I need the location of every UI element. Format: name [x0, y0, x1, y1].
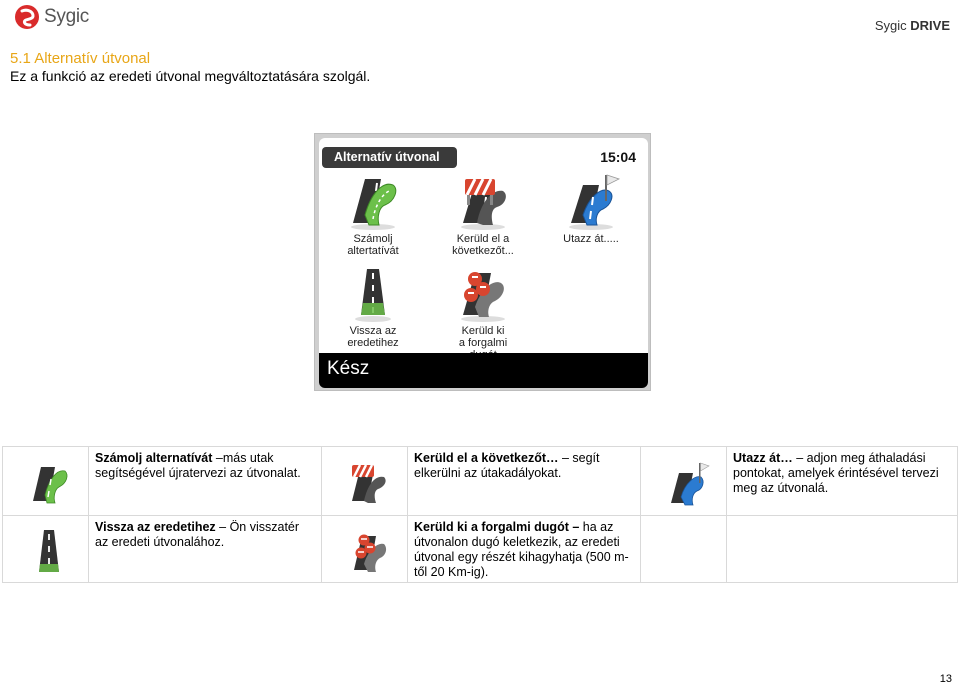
avoid-next-icon [322, 447, 407, 515]
screen-title: Alternatív útvonal [322, 147, 457, 168]
tile-travel-via[interactable] [541, 171, 641, 245]
done-button[interactable]: Kész [327, 358, 370, 379]
section-title: 5.1 Alternatív útvonal [10, 50, 151, 67]
alternative-route-icon [343, 171, 403, 231]
table-row [3, 447, 958, 516]
tile-label: Utazz át..... [563, 233, 619, 245]
desc-cell: Kerüld el a következőt… – segít elkerülni az útakadályokat. [408, 447, 641, 516]
tile-label: Kerüld ki a forgalmi [458, 325, 508, 349]
device-screen [319, 138, 648, 388]
travel-via-icon [641, 447, 726, 515]
screen-bottom-bar [319, 353, 648, 388]
original-route-icon [343, 263, 403, 323]
function-table [2, 446, 958, 583]
brand-name: Sygic [874, 18, 907, 33]
icon-cell [322, 447, 408, 516]
logo-text: Sygic [44, 6, 89, 27]
device-screenshot [314, 133, 651, 391]
original-route-icon [3, 516, 88, 580]
brand-header [875, 18, 950, 33]
icon-cell [3, 447, 89, 516]
sygic-logo [14, 4, 89, 30]
sygic-logo-icon [14, 4, 40, 30]
desc-cell: Számolj alternatívát –más utak segítségével újratervezi az útvonalat. [89, 447, 322, 516]
icon-cell [3, 516, 89, 583]
alternative-route-icon [3, 447, 88, 515]
tile-original-route[interactable] [323, 263, 423, 349]
screen-clock: 15:04 [600, 149, 636, 165]
tile-avoid-next[interactable] [433, 171, 533, 257]
icon-cell-empty [641, 516, 727, 583]
desc-cell: Vissza az eredetihez – Ön visszatér az eredeti útvonalához. [89, 516, 322, 583]
desc-cell: Kerüld ki a forgalmi dugót – ha az útvonalon dugó keletkezik, az eredeti útvonal egy részét kihagyhatja (500 m-től 20 Km-ig). [408, 516, 641, 583]
icon-cell [641, 447, 727, 516]
avoid-traffic-icon [322, 516, 407, 580]
table-row [3, 516, 958, 583]
icon-cell [322, 516, 408, 583]
page-number: 13 [939, 673, 952, 685]
tile-label: Vissza az eredetihez [347, 325, 399, 349]
tile-alternative-route[interactable] [323, 171, 423, 257]
desc-cell: Utazz át… – adjon meg áthaladási pontokat, amelyek érintésével tervezi meg az útvonalá. [727, 447, 958, 516]
section-description: Ez a funkció az eredeti útvonal megváltoztatására szolgál. [10, 68, 371, 84]
travel-via-icon [561, 171, 621, 231]
tile-label: Számolj altertatívát [347, 233, 399, 257]
avoid-traffic-icon [453, 263, 513, 323]
avoid-next-icon [453, 171, 513, 231]
tile-avoid-traffic[interactable] [433, 263, 533, 361]
tile-label: Kerüld el a következőt... [452, 233, 514, 257]
desc-cell-empty [727, 516, 958, 583]
brand-product: DRIVE [910, 18, 950, 33]
